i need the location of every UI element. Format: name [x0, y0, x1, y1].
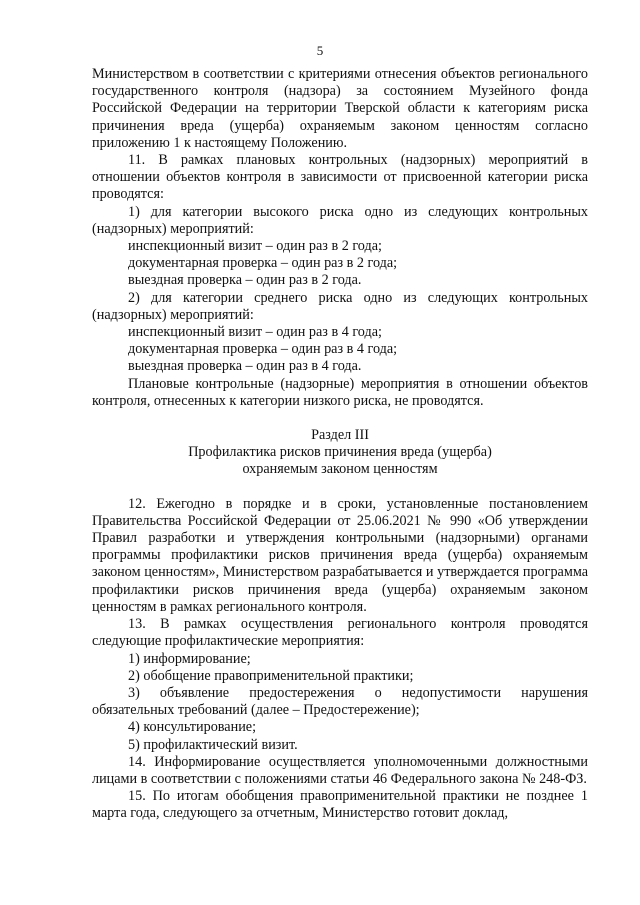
paragraph-13-item-4: 4) консультирование; — [128, 719, 257, 736]
paragraph-11-item-1: 1) для категории высокого риска одно из следующих контрольных (надзорных) мероприятий: — [92, 203, 588, 237]
paragraph-13-item-1: 1) информирование; — [128, 650, 251, 667]
page-number: 5 — [316, 43, 324, 58]
paragraph-12: 12. Ежегодно в порядке и в сроки, установленные постановлением Правительства Российской Федерации от 25.06.2021 № 990 «Об утверждении Правил разработки и утверждения контрольными (надзорными) органами программы профилактики рисков причинения вреда (ущерба) охраняемым законом ценностям», Министерством разрабатывается и утверждается программа профилактики рисков причинения вреда (ущерба) охраняемым законом ценностям в рамках регионального контроля. — [92, 495, 588, 615]
paragraph-11: 11. В рамках плановых контрольных (надзорных) мероприятий в отношении объектов контроля в зависимости от присвоенной категории риска проводятся: — [92, 152, 588, 203]
paragraph-11-item-2b: документарная проверка – один раз в 4 года; — [128, 341, 398, 358]
paragraph-11-item-1a: инспекционный визит – один раз в 2 года; — [128, 238, 382, 255]
section-title: Раздел III — [311, 427, 369, 444]
paragraph-13: 13. В рамках осуществления регионального контроля проводятся следующие профилактические мероприятия: — [92, 616, 588, 650]
paragraph-13-item-2: 2) обобщение правоприменительной практики; — [128, 667, 414, 684]
paragraph-13-item-3: 3) объявление предостережения о недопустимости нарушения обязательных требований (далее – Предостережение); — [92, 684, 588, 719]
paragraph-14: 14. Информирование осуществляется уполномоченными должностными лицами в соответствии с положениями статьи 46 Федерального закона № 248-ФЗ. — [92, 753, 588, 787]
paragraph-11-item-1c: выездная проверка – один раз в 2 года. — [128, 272, 362, 289]
paragraph-intro: Министерством в соответствии с критериями отнесения объектов регионального государственного контроля (надзора) за состоянием Музейного фонда Российской Федерации на территории Тверской области к категориям риска причинения вреда (ущерба) охраняемым законом ценностям согласно приложению 1 к настоящему Положению. — [92, 66, 588, 151]
paragraph-13-item-5: 5) профилактический визит. — [128, 736, 298, 753]
paragraph-11-item-2: 2) для категории среднего риска одно из следующих контрольных (надзорных) мероприятий: — [92, 289, 588, 323]
paragraph-11-item-1b: документарная проверка – один раз в 2 года; — [128, 255, 398, 272]
paragraph-11-low-risk: Плановые контрольные (надзорные) мероприятия в отношении объектов контроля, отнесенных к категории низкого риска, не проводятся. — [92, 375, 588, 409]
section-subtitle-line-1: Профилактика рисков причинения вреда (ущерба) — [188, 444, 492, 461]
document-body — [92, 66, 588, 823]
section-subtitle-line-2: охраняемым законом ценностям — [242, 461, 438, 478]
paragraph-11-item-2c: выездная проверка – один раз в 4 года. — [128, 358, 362, 375]
paragraph-11-item-2a: инспекционный визит – один раз в 4 года; — [128, 324, 382, 341]
paragraph-15: 15. По итогам обобщения правоприменительной практики не позднее 1 марта года, следующего за отчетным, Министерство готовит доклад, — [92, 788, 588, 822]
